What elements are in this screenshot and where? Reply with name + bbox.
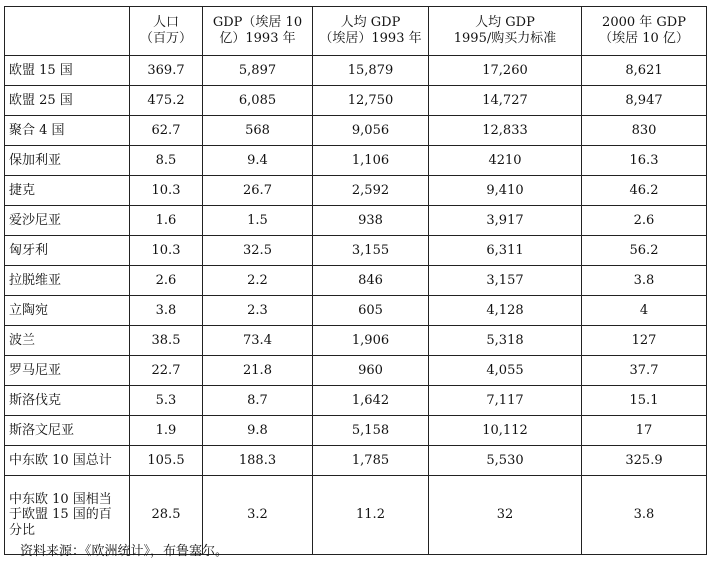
table-cell: 62.7 <box>130 116 203 146</box>
table-cell: 127 <box>582 326 707 356</box>
table-cell: 2.6 <box>130 266 203 296</box>
table-cell: 10.3 <box>130 236 203 266</box>
table-cell: 10,112 <box>429 416 582 446</box>
table-cell: 369.7 <box>130 56 203 86</box>
source-note: 资料来源：《欧洲统计》，布鲁塞尔。 <box>20 544 229 559</box>
table-row <box>5 56 707 86</box>
table-cell: 17 <box>582 416 707 446</box>
data-table-container <box>4 6 706 555</box>
table-cell: 1.9 <box>130 416 203 446</box>
table-cell: 6,085 <box>203 86 313 116</box>
header-text: （埃居）1993 年 <box>319 31 422 46</box>
table-cell: 15.1 <box>582 386 707 416</box>
table-cell: 16.3 <box>582 146 707 176</box>
table-cell: 22.7 <box>130 356 203 386</box>
table-cell: 46.2 <box>582 176 707 206</box>
table-cell: 15,879 <box>313 56 429 86</box>
table-body <box>5 56 707 555</box>
table-cell: 17,260 <box>429 56 582 86</box>
table-cell: 4210 <box>429 146 582 176</box>
table-cell: 105.5 <box>130 446 203 476</box>
header-text: 人口 <box>152 15 179 31</box>
table-row <box>5 176 707 206</box>
table-cell: 3,157 <box>429 266 582 296</box>
table-row <box>5 266 707 296</box>
header-text: （百万） <box>139 31 192 46</box>
table-cell: 4 <box>582 296 707 326</box>
table-row <box>5 326 707 356</box>
table-cell: 1.6 <box>130 206 203 236</box>
table-cell: 325.9 <box>582 446 707 476</box>
row-label-line: 中东欧 10 国相当 <box>9 491 112 507</box>
table-cell: 568 <box>203 116 313 146</box>
row-label: 立陶宛 <box>5 296 130 326</box>
table-row <box>5 296 707 326</box>
row-label: 聚合 4 国 <box>5 116 130 146</box>
table-cell: 475.2 <box>130 86 203 116</box>
table-row <box>5 86 707 116</box>
row-label-line: 分比 <box>9 522 36 538</box>
table-row <box>5 116 707 146</box>
table-cell: 4,055 <box>429 356 582 386</box>
table-cell: 37.7 <box>582 356 707 386</box>
table-cell: 5,530 <box>429 446 582 476</box>
table-cell: 9.4 <box>203 146 313 176</box>
row-label: 中东欧 10 国总计 <box>5 446 130 476</box>
header-text: GDP（埃居 10 <box>212 15 303 31</box>
table-cell: 2.2 <box>203 266 313 296</box>
table-cell: 1,642 <box>313 386 429 416</box>
header-cell-gdp-2000 <box>582 7 707 56</box>
table-row <box>5 416 707 446</box>
table-cell: 9,056 <box>313 116 429 146</box>
table-cell: 2.3 <box>203 296 313 326</box>
table-header-row <box>5 7 707 56</box>
row-label-line: 于欧盟 15 国的百 <box>9 507 112 523</box>
table-row <box>5 146 707 176</box>
row-label: 匈牙利 <box>5 236 130 266</box>
table-cell: 846 <box>313 266 429 296</box>
table-cell: 8,947 <box>582 86 707 116</box>
table-cell: 10.3 <box>130 176 203 206</box>
table-cell: 938 <box>313 206 429 236</box>
table-cell: 3,155 <box>313 236 429 266</box>
header-text: 人均 GDP <box>475 15 535 31</box>
table-cell: 32 <box>429 476 582 555</box>
row-label: 捷克 <box>5 176 130 206</box>
row-label: 保加利亚 <box>5 146 130 176</box>
table-cell: 3.2 <box>203 476 313 555</box>
header-text: 人均 GDP <box>340 15 401 31</box>
table-cell: 12,833 <box>429 116 582 146</box>
row-label: 欧盟 15 国 <box>5 56 130 86</box>
table-cell: 9.8 <box>203 416 313 446</box>
header-text: 1995/购买力标准 <box>453 31 557 46</box>
table-cell: 188.3 <box>203 446 313 476</box>
header-cell-corner <box>5 7 130 56</box>
table-cell: 5.3 <box>130 386 203 416</box>
table-cell: 56.2 <box>582 236 707 266</box>
table-cell: 830 <box>582 116 707 146</box>
table-cell: 5,158 <box>313 416 429 446</box>
table-cell: 9,410 <box>429 176 582 206</box>
table-cell: 5,318 <box>429 326 582 356</box>
row-label: 爱沙尼亚 <box>5 206 130 236</box>
table-cell: 1,785 <box>313 446 429 476</box>
table-cell: 8,621 <box>582 56 707 86</box>
table-cell: 3.8 <box>582 266 707 296</box>
table-cell: 8.7 <box>203 386 313 416</box>
header-cell-gdp-1993 <box>203 7 313 56</box>
table-cell: 38.5 <box>130 326 203 356</box>
table-cell: 28.5 <box>130 476 203 555</box>
table-cell: 73.4 <box>203 326 313 356</box>
table-row <box>5 446 707 476</box>
table-cell: 8.5 <box>130 146 203 176</box>
table-cell: 26.7 <box>203 176 313 206</box>
header-text: 亿）1993 年 <box>219 31 296 46</box>
row-label: 拉脱维亚 <box>5 266 130 296</box>
table-cell: 11.2 <box>313 476 429 555</box>
row-label: 罗马尼亚 <box>5 356 130 386</box>
table-cell: 32.5 <box>203 236 313 266</box>
table-row <box>5 356 707 386</box>
table-cell: 960 <box>313 356 429 386</box>
table-cell: 2,592 <box>313 176 429 206</box>
table-row <box>5 206 707 236</box>
table-cell: 4,128 <box>429 296 582 326</box>
table-cell: 605 <box>313 296 429 326</box>
table-cell: 3,917 <box>429 206 582 236</box>
table-cell: 5,897 <box>203 56 313 86</box>
table-row <box>5 386 707 416</box>
header-cell-gdp-per-capita-1993 <box>313 7 429 56</box>
table-cell: 2.6 <box>582 206 707 236</box>
header-cell-gdp-per-capita-ppp-1995 <box>429 7 582 56</box>
table-cell: 1,106 <box>313 146 429 176</box>
row-label: 欧盟 25 国 <box>5 86 130 116</box>
header-cell-population <box>130 7 203 56</box>
table-cell: 3.8 <box>582 476 707 555</box>
header-text: （埃居 10 亿） <box>599 31 689 46</box>
header-text: 2000 年 GDP <box>602 15 686 31</box>
table-cell: 6,311 <box>429 236 582 266</box>
table-cell: 12,750 <box>313 86 429 116</box>
row-label: 斯洛伐克 <box>5 386 130 416</box>
table-cell: 7,117 <box>429 386 582 416</box>
table-row <box>5 236 707 266</box>
economic-data-table <box>4 6 707 555</box>
table-cell: 1,906 <box>313 326 429 356</box>
row-label: 斯洛文尼亚 <box>5 416 130 446</box>
table-cell: 14,727 <box>429 86 582 116</box>
table-cell: 21.8 <box>203 356 313 386</box>
table-cell: 3.8 <box>130 296 203 326</box>
row-label: 波兰 <box>5 326 130 356</box>
table-cell: 1.5 <box>203 206 313 236</box>
